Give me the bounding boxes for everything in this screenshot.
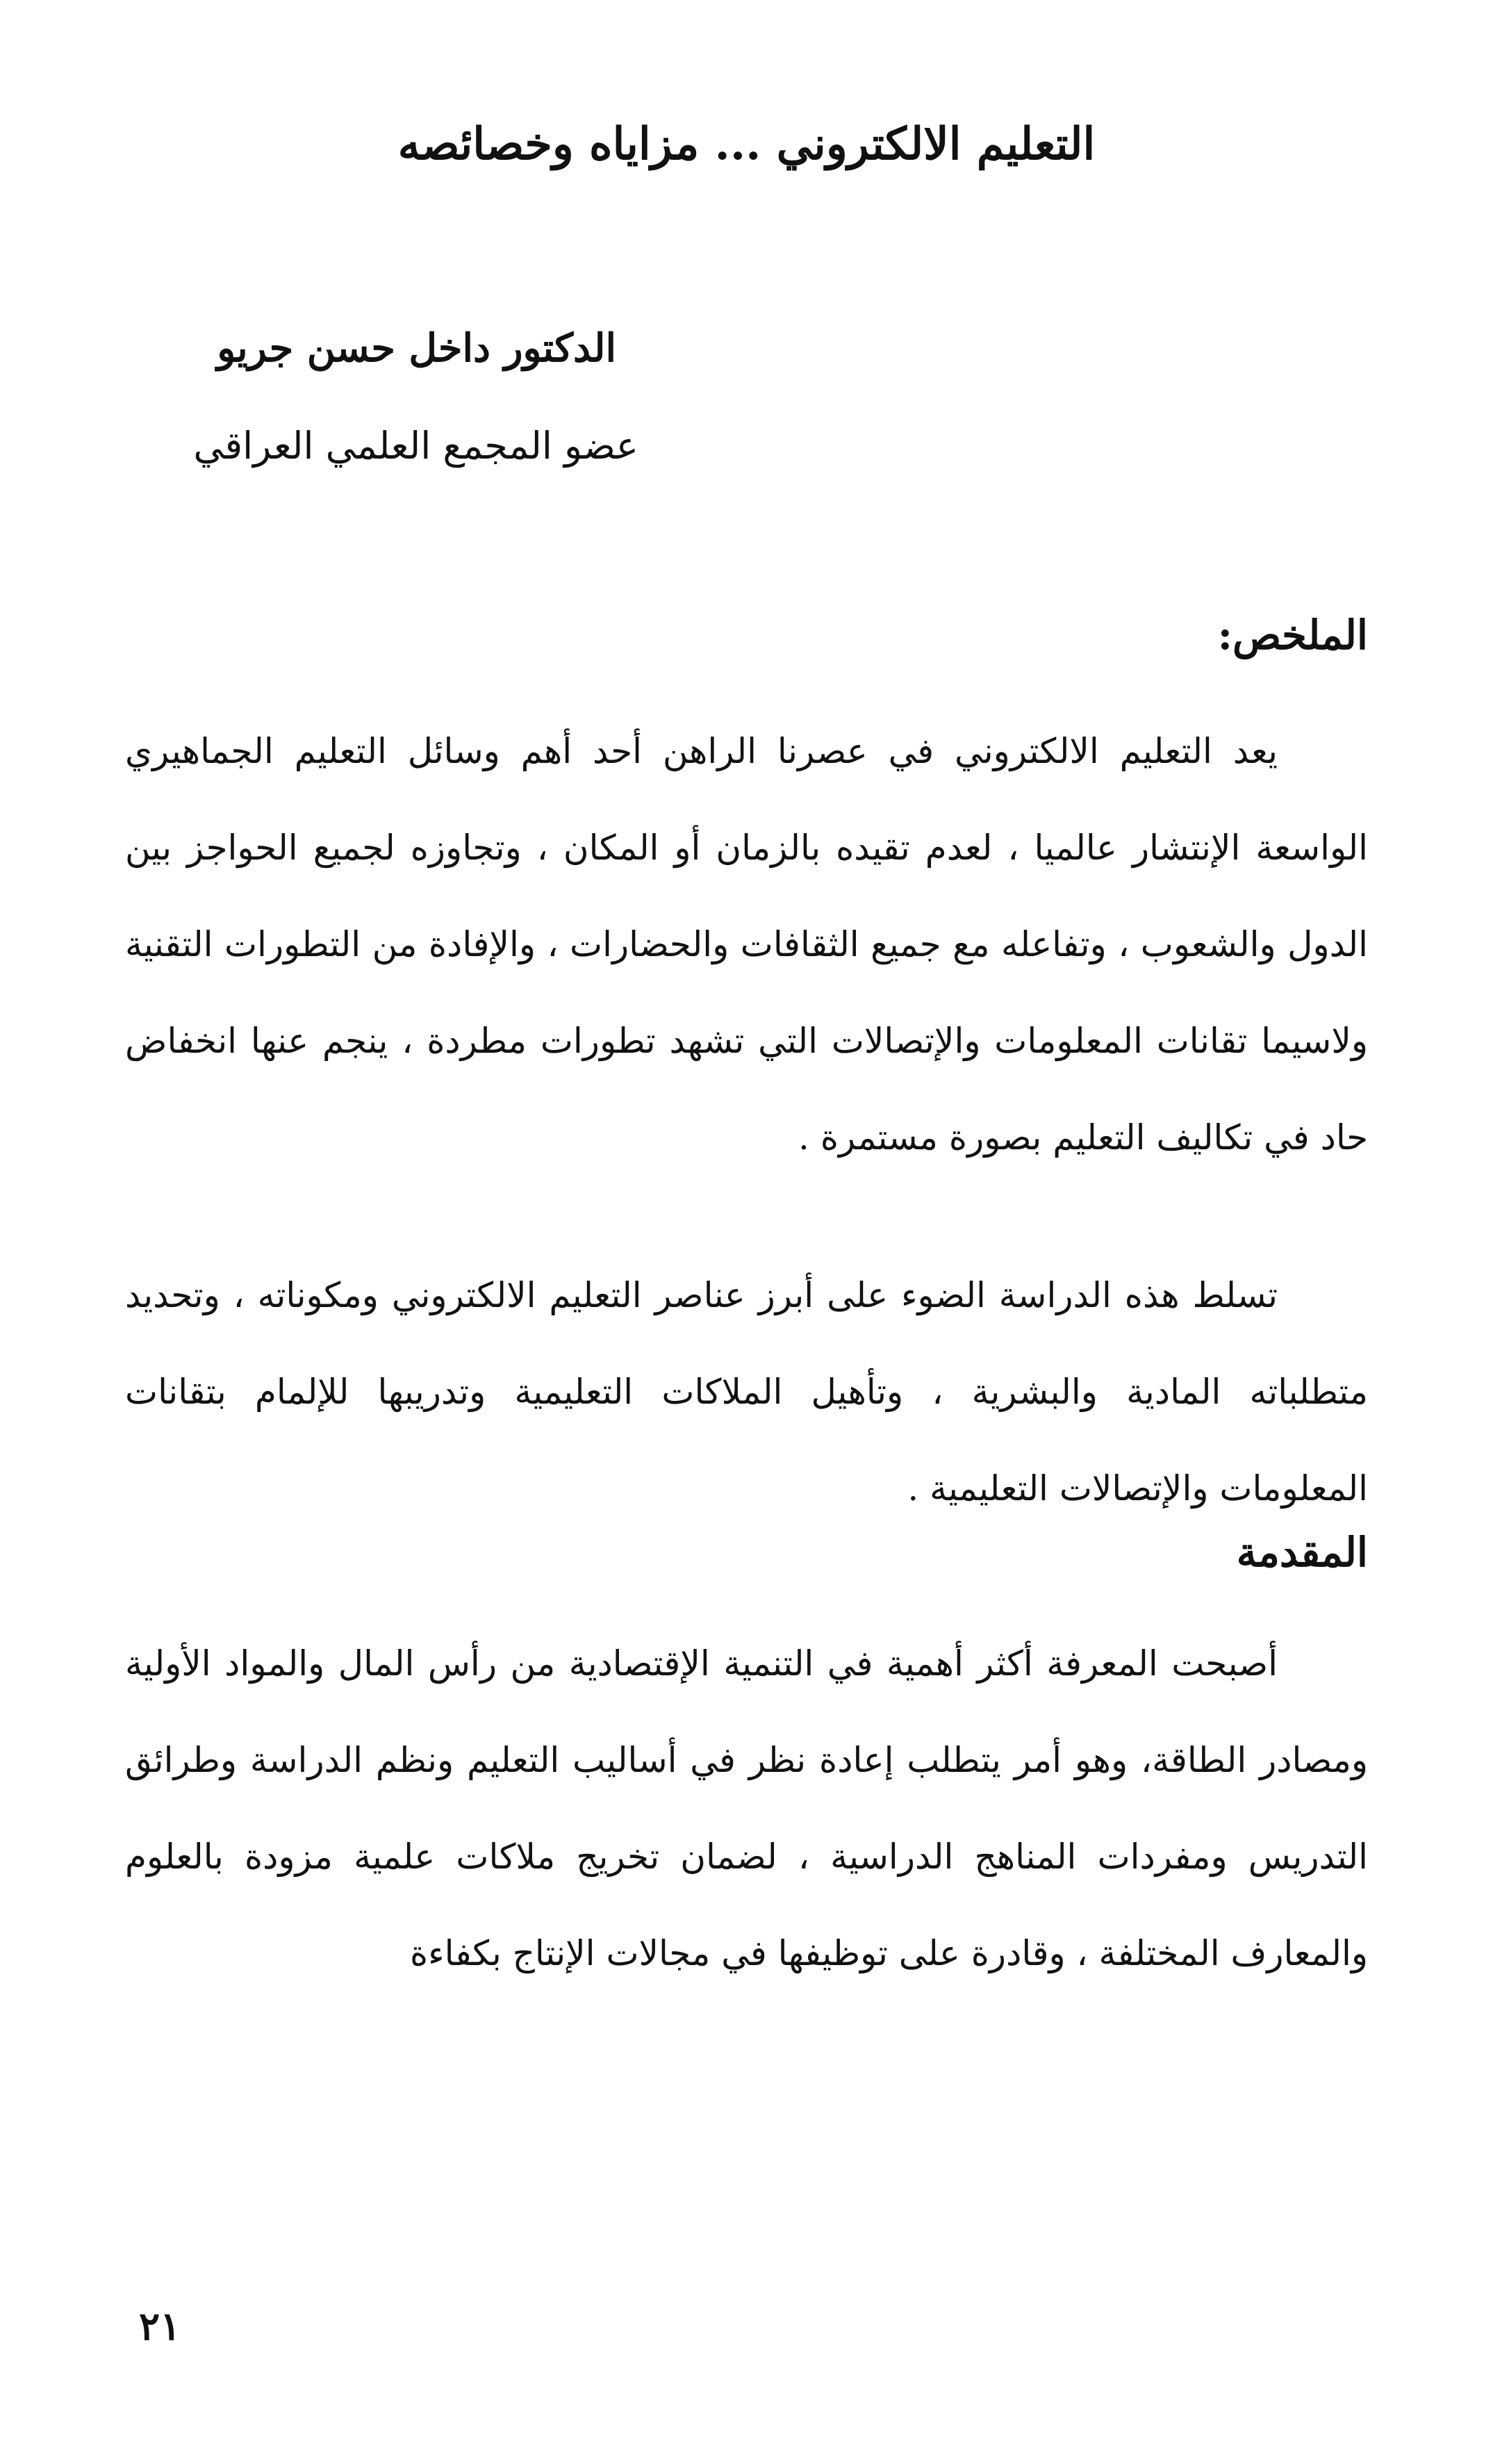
abstract-paragraph-1: يعد التعليم الالكتروني في عصرنا الراهن أحد أهم وسائل التعليم الجماهيري الواسعة الإنتشار عالميا ، لعدم تقيده بالزمان أو المكان ، وتجاوزه لجميع الحواجز بين الدول والشعوب ، وتفاعله مع جميع الثقافات والحضارات ، والإفادة من التطورات التقنية ولاسيما تقانات المعلومات والإتصالات التي تشهد تطورات مطردة ، ينجم عنها انخفاض حاد في تكاليف التعليم بصورة مستمرة .: [125, 731, 1368, 1158]
introduction-paragraph-1: أصبحت المعرفة أكثر أهمية في التنمية الإقتصادية من رأس المال والمواد الأولية ومصادر الطاقة، وهو أمر يتطلب إعادة نظر في أساليب التعليم ونظم الدراسة وطرائق التدريس ومفردات المناهج الدراسية ، لضمان تخريج ملاكات علمية مزودة بالعلوم والمعارف المختلفة ، وقادرة على توظيفها في مجالات الإنتاج بكفاءة: [125, 1643, 1368, 1973]
introduction-heading: المقدمة: [1236, 1529, 1368, 1576]
page-title: التعليم الالكتروني ... مزاياه وخصائصه: [397, 118, 1096, 170]
page-number: ٢١: [139, 2303, 181, 2349]
abstract-paragraph-2: تسلط هذه الدراسة الضوء على أبرز عناصر التعليم الالكتروني ومكوناته ، وتحديد متطلباته المادية والبشرية ، وتأهيل الملاكات التعليمية وتدريبها للإلمام بتقانات المعلومات والإتصالات التعليمية .: [125, 1275, 1368, 1509]
abstract-heading: الملخص:: [1217, 611, 1368, 659]
author-name: الدكتور داخل حسن جريو: [217, 325, 616, 371]
author-affiliation: عضو المجمع العلمي العراقي: [193, 424, 638, 468]
